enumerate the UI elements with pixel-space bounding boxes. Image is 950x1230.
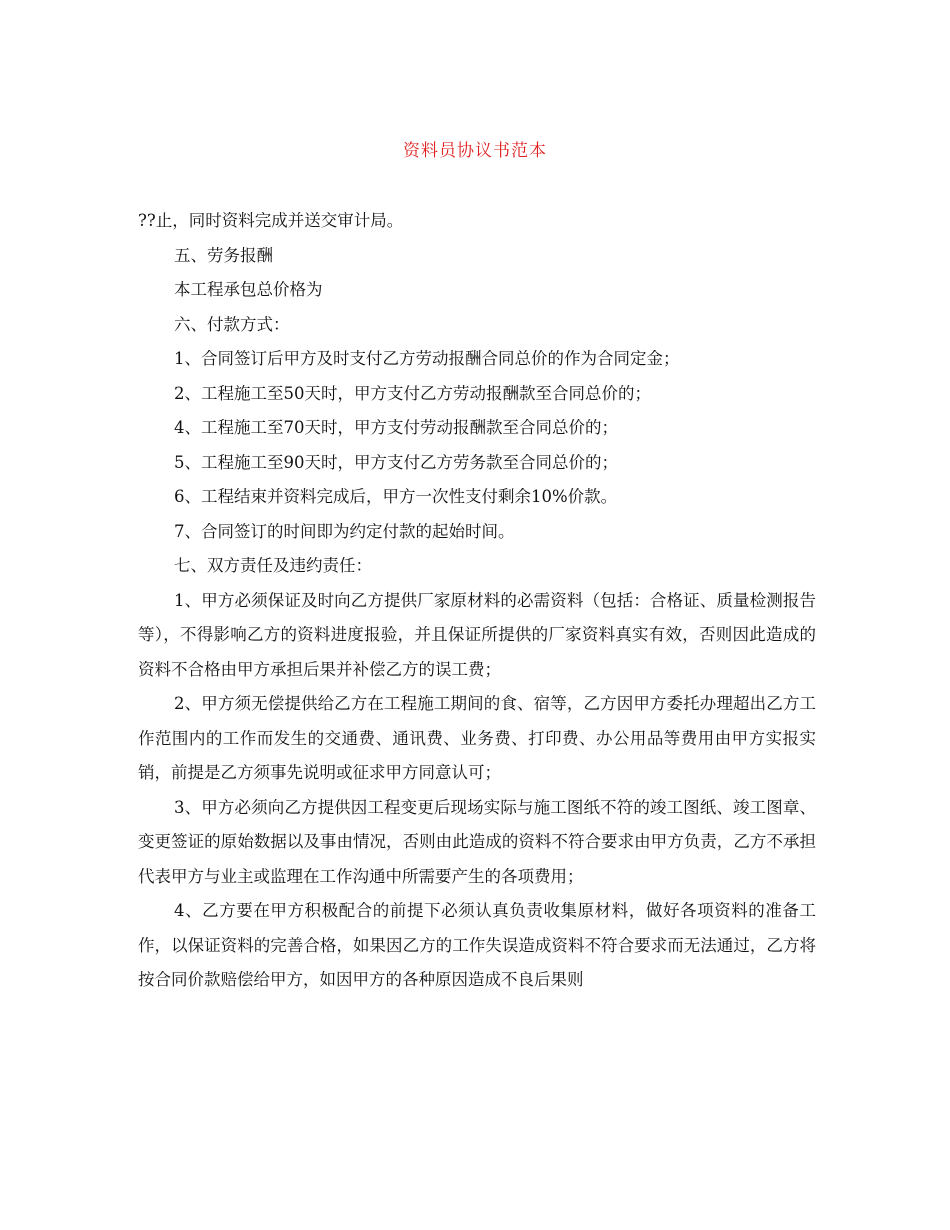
section-heading-payment: 六、付款方式： [174, 314, 290, 334]
document-body [138, 204, 816, 998]
responsibility-item-1: 1、甲方必须保证及时向乙方提供厂家原材料的必需资料（包括：合格证、质量检测报告等），不得影响乙方的资料进度报验，并且保证所提供的厂家资料真实有效，否则因此造成的资料不合格由甲方承担后果并补偿乙方的误工费； [138, 590, 816, 679]
paragraph-total-price: 本工程承包总价格为 [174, 280, 323, 299]
payment-item-2: 2、工程施工至50天时，甲方支付乙方劳动报酬款至合同总价的； [174, 383, 651, 403]
paragraph-continuation: ??止，同时资料完成并送交审计局。 [138, 211, 404, 230]
document-title: 资料员协议书范本 [403, 141, 547, 161]
payment-item-1: 1、合同签订后甲方及时支付乙方劳动报酬合同总价的作为合同定金； [174, 349, 680, 368]
payment-item-6: 6、工程结束并资料完成后，甲方一次性支付剩余10%价款。 [174, 487, 618, 506]
payment-item-4: 4、工程施工至70天时，甲方支付劳动报酬款至合同总价的； [174, 418, 618, 437]
section-heading-remuneration: 五、劳务报酬 [174, 245, 273, 265]
responsibility-item-2: 2、甲方须无偿提供给乙方在工程施工期间的食、宿等，乙方因甲方委托办理超出乙方工作范围内的工作而发生的交通费、通讯费、业务费、打印费、办公用品等费用由甲方实报实销，前提是乙方须事先说明或征求甲方同意认可； [138, 694, 816, 782]
responsibility-item-3: 3、甲方必须向乙方提供因工程变更后现场实际与施工图纸不符的竣工图纸、竣工图章、变更签证的原始数据以及事由情况，否则由此造成的资料不符合要求由甲方负责，乙方不承担代表甲方与业主或监理在工作沟通中所需要产生的各项费用； [138, 797, 816, 886]
payment-item-7: 7、合同签订的时间即为约定付款的起始时间。 [174, 521, 515, 541]
responsibility-item-4: 4、乙方要在甲方积极配合的前提下必须认真负责收集原材料，做好各项资料的准备工作，以保证资料的完善合格，如果因乙方的工作失误造成资料不符合要求而无法通过，乙方将按合同价款赔偿给甲方，如因甲方的各种原因造成不良后果则 [138, 901, 816, 989]
section-heading-responsibilities: 七、双方责任及违约责任： [174, 556, 372, 575]
payment-item-5: 5、工程施工至90天时，甲方支付乙方劳务款至合同总价的； [174, 452, 618, 472]
